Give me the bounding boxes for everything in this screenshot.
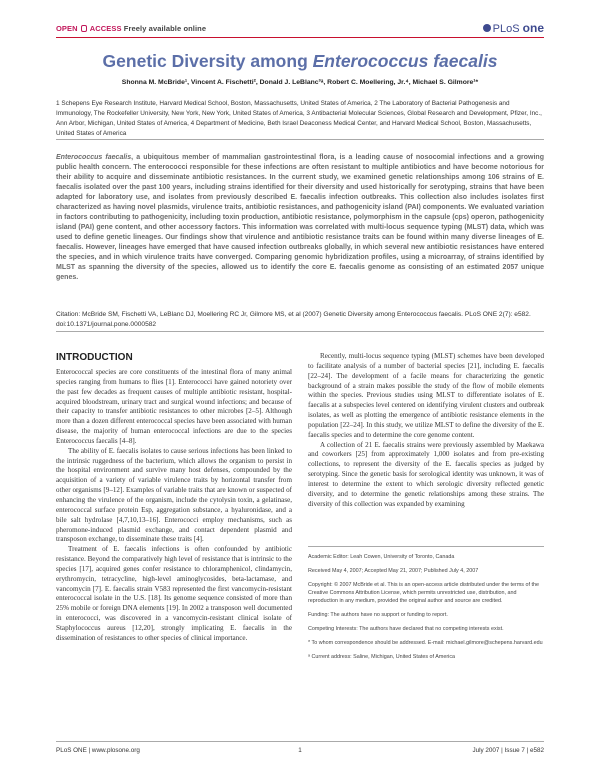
footer-journal: PLoS ONE | www.plosone.org	[56, 747, 140, 754]
citation: Citation: McBride SM, Fischetti VA, LeBlanc DJ, Moellering RC Jr, Gilmore MS, et al (2007) Genetic Diversity among Enterococcus faecalis. PLoS ONE 2(7): e582. doi:10.1371/journal.pone.0000582	[56, 311, 531, 328]
affiliations: 1 Schepens Eye Research Institute, Harvard Medical School, Boston, Massachusetts, United States of America, 2 The Laboratory of Bacterial Pathogenesis and Immunology, The Rockefeller University, New York, New York, United States of America, 3 Antibacterial Molecular Sciences, Global Research and Development, Pfizer, Inc., Ann Arbor, Michigan, United States of America, 4 Department of Medicine, Beth Israel Deaconess Medical Center, and Harvard Medical School, Boston, Massachusetts, United States of America	[56, 100, 542, 137]
title-species: Enterococcus faecalis	[312, 51, 498, 71]
header-rule	[56, 37, 544, 38]
intro-paragraph: The ability of E. faecalis isolates to cause serious infections has been linked to the intrinsic ruggedness of the bacterium, which allows the organism to persist in the hospital environment and survive many host defenses, compounded by the acquisition of a variety of variable virulence traits by horizontal transfer from other organisms [9–12]. Examples of variable traits that are known or suspected of enhancing the virulence of the organism, include the cytolysin toxin, a gelatinase, enterococcal surface protein Esp, aggregation substance, a hyaluronidase, and a bile salt hydrolase [4,7,10,13–16]. Enterococci employ mechanisms, such as pheromone-induced plasmid exchange, and contact dependent plasmid and transposon exchange, to disseminate these traits [4].	[56, 446, 292, 544]
affiliation-rule	[56, 139, 544, 140]
article-metadata	[308, 546, 544, 667]
academic-editor: Academic Editor: Leah Cowen, University of Toronto, Canada	[308, 554, 455, 560]
article-title	[56, 51, 544, 72]
intro-paragraph: Treatment of E. faecalis infections is often confounded by antibiotic resistance. Beyond the comparatively high level of resistance that is intrinsic to the species [17], acquired genes confer resistance to chloramphenicol, clindamycin, erythromycin, tetracycline, high-level aminoglycosides, beta-lactamase, and vancomycin [7]. E. faecalis strain V583 represented the first vancomycin-resistant enterococcal isolate in the U.S. [18]. Its genome sequence consisted of more than 25% mobile or foreign DNA elements [19]. In 2002 a transposon well documented in enterococci, was discovered in a vancomycin-resistant clinical isolate of Staphylococcus aureus [12,20], strongly implicating E. faecalis in the dissemination of resistances to other species of clinical importance.	[56, 545, 292, 642]
body-column-left	[56, 368, 292, 644]
oa-open-label: OPEN	[56, 24, 78, 33]
abstract-text: , a ubiquitous member of mammalian gastrointestinal flora, is a leading cause of nosocomial infections and a growing public health concern. The enterococci responsible for these infections are often resistant to multiple antibiotics and have become notorious for their ability to acquire and disseminate antibiotic resistances. In the current study, we examined genetic relationships among 106 strains of E. faecalis isolated over the past 100 years, including strains identified for their diversity and used historically for serotyping, strains that have been adapted for laboratory use, and isolates from previously described E. faecalis infection outbreaks. This collection also includes isolates first characterized as having novel plasmids, virulence traits, antibiotic resistances, and pathogenicity island (PAI) components. We evaluated variation in factors contributing to pathogenicity, including toxin production, antibiotic resistance, polymorphism in the capsule (cps) operon, pathogenicity island (PAI) gene content, and other accessory factors. This information was correlated with multi-locus sequence typing (MLST) data, which was used to define genetic lineages. Our findings show that virulence and antibiotic resistance traits can be found within many diverse lineages of E. faecalis. However, lineages have emerged that have caused infection outbreaks globally, in which several new antibiotic resistances have entered the species, and in which virulence traits have converged. Comparing genomic hybridization profiles, using a microarray, of strains identified by MLST as spanning the diversity of the species, allowed us to identify the core E. faecalis genome as consisting of an estimated 2057 unique genes.	[56, 154, 544, 281]
copyright-notice: Copyright: © 2007 McBride et al. This is an open-access article distributed under the terms of the Creative Commons Attribution License, which permits unrestricted use, distribution, and reproduction in any medium, provided the original author and source are credited.	[308, 582, 539, 604]
intro-paragraph: Enterococcal species are core constituents of the intestinal flora of many animal species ranging from humans to flies [1]. Enterococci have gained notoriety over the past few decades as frequent causes of multiple antibiotic resistant, hospital-acquired bloodstream, urinary tract and surgical wound infections; and because of their capacity to transfer antibiotic resistances to other microbes [2–5]. Although more than a dozen different enterococcal species have been associated with human disease, the majority of human enterococcal infections are due to the species Enterococcus faecalis [4–8].	[56, 368, 292, 445]
intro-paragraph: Recently, multi-locus sequence typing (MLST) schemes have been developed to facilitate analysis of a number of bacterial species [21], including E. faecalis [22–24]. The development of a facile means for characterizing the genetic background of a strain makes possible the study of the flow of mobile elements within the species. Previous studies using MLST to differentiate isolates of E. faecalis at a subspecies level centered on identifying virulent clusters and outbreak isolates, as well as plotting the emergence of antibiotic resistance elements in the population [22–24]. In this study, we utilize MLST to define the diversity of the E. faecalis species and to determine the core genome content.	[308, 352, 544, 439]
title-prefix: Genetic Diversity among	[102, 51, 313, 71]
footer-issue: July 2007 | Issue 7 | e582	[472, 747, 544, 754]
open-access-lock-icon	[81, 25, 87, 32]
footer-rule	[56, 741, 544, 742]
footer-page-number: 1	[298, 747, 302, 754]
metadata-rule	[308, 546, 544, 547]
citation-rule	[56, 331, 544, 332]
oa-access-label: ACCESS	[89, 24, 122, 33]
journal-logo-one: one	[522, 21, 544, 35]
abstract-lead: Enterococcus faecalis	[56, 154, 132, 161]
body-column-right	[308, 352, 544, 510]
author-list: Shonna M. McBride¹, Vincent A. Fischetti², Donald J. LeBlanc³ᵃ, Robert C. Moellering, Jr.⁴, Michael S. Gilmore¹*	[121, 79, 479, 86]
funding-statement: Funding: The authors have no support or funding to report.	[308, 612, 448, 618]
journal-logo	[483, 21, 544, 35]
section-heading-introduction: INTRODUCTION	[56, 352, 133, 363]
journal-logo-plos: PLoS	[492, 23, 520, 35]
intro-paragraph: A collection of 21 E. faecalis strains were previously assembled by Maekawa and coworkers [25] from approximately 1,000 isolates and from pre-existing collections, to represent the diversity of the E. faecalis species as judged by serotyping. Since the genetic basis for serological identity was unknown, it was of interest to determine the extent to which serologic diversity reflected genetic diversity, and to determine the genetic relationships among these strains. The diversity of this collection was expanded by examining	[308, 440, 544, 508]
oa-free-label: Freely available online	[123, 24, 207, 33]
abstract	[56, 153, 544, 283]
current-address: ᵃ Current address: Saline, Michigan, United States of America	[308, 654, 456, 660]
plos-logo-icon	[483, 24, 491, 32]
open-access-banner	[56, 24, 206, 33]
competing-interests: Competing Interests: The authors have declared that no competing interests exist.	[308, 626, 504, 632]
article-dates: Received May 4, 2007; Accepted May 21, 2007; Published July 4, 2007	[308, 568, 479, 574]
correspondence: * To whom correspondence should be addressed. E-mail: michael.gilmore@schepens.harvard.edu	[308, 640, 543, 646]
